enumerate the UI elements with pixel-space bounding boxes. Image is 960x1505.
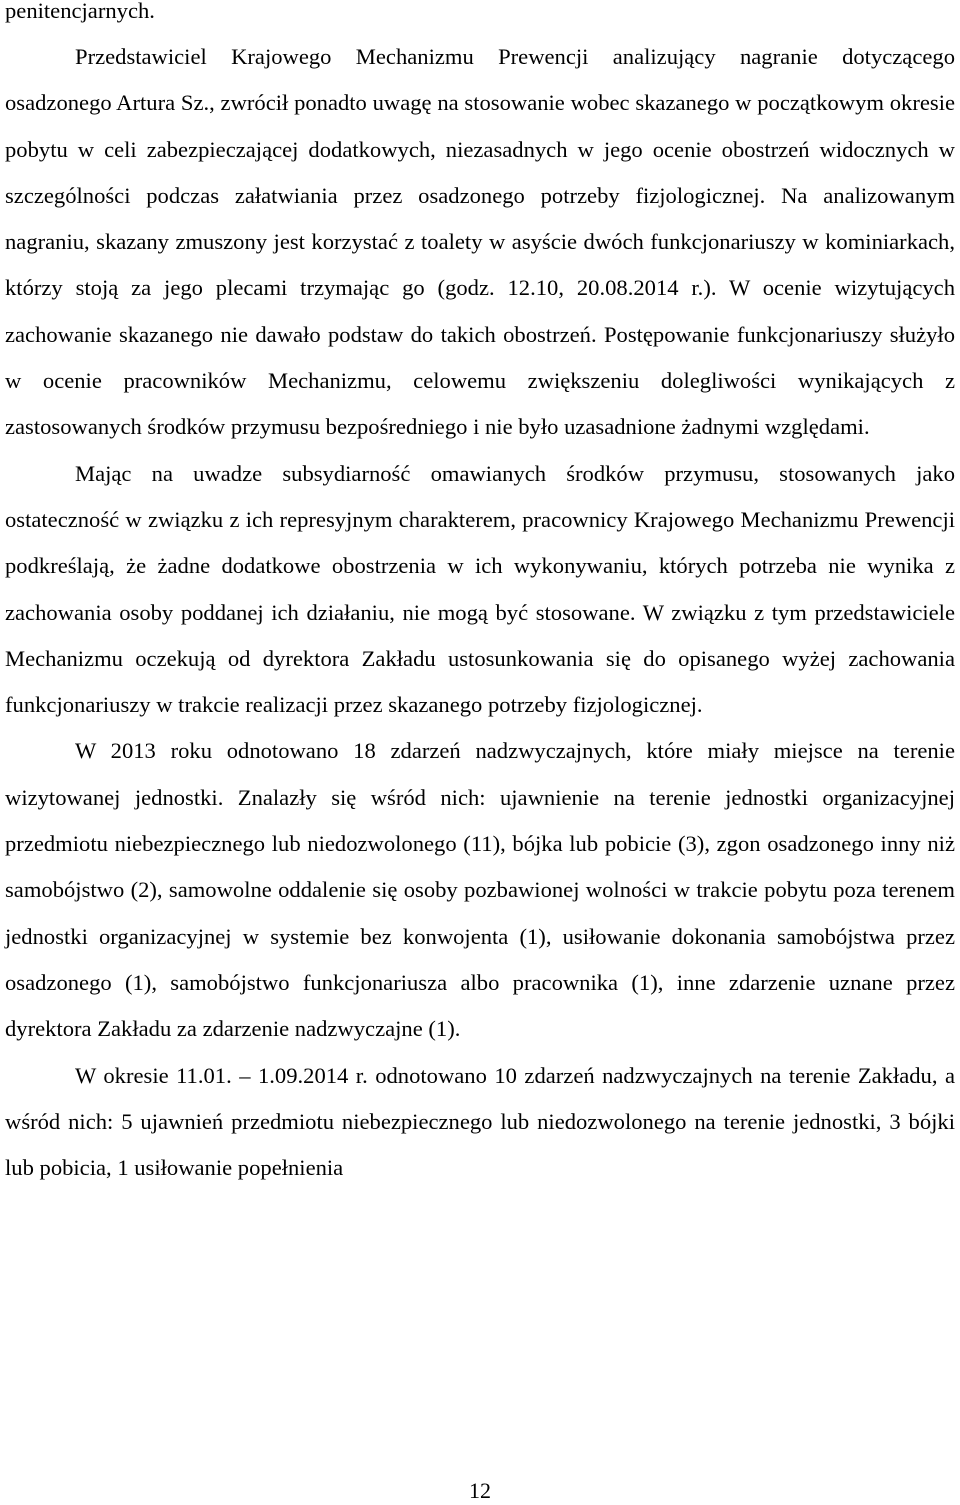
- lead-fragment: penitencjarnych.: [5, 0, 155, 23]
- document-body: [5, 34, 955, 1191]
- page-number: 12: [469, 1478, 491, 1503]
- paragraph-recommendation: Mając na uwadze subsydiarność omawianych środków przymusu, stosowanych jako ostateczność w związku z ich represyjnym charakterem, pracownicy Krajowego Mechanizmu Prewencji podkreślają, że żadne dodatkowe obostrzenia w ich wykonywaniu, których potrzeba nie wynika z zachowania osoby poddanej ich działaniu, nie mogą być stosowane. W związku z tym przedstawiciele Mechanizmu oczekują od dyrektora Zakładu ustosunkowania się do opisanego wyżej zachowania funkcjonariuszy w trakcie realizacji przez skazanego potrzeby fizjologicznej.: [5, 460, 955, 718]
- paragraph-observation: Przedstawiciel Krajowego Mechanizmu Prewencji analizujący nagranie dotyczącego osadzonego Artura Sz., zwrócił ponadto uwagę na stosowanie wobec skazanego w początkowym okresie pobytu w celi zabezpieczającej dodatkowych, niezasadnych w jego ocenie obostrzeń widocznych w szczególności podczas załatwiania przez osadzonego potrzeby fizjologicznej. Na analizowanym nagraniu, skazany zmuszony jest korzystać z toalety w asyście dwóch funkcjonariuszy w kominiarkach, którzy stoją za jego plecami trzymając go (godz. 12.10, 20.08.2014 r.). W ocenie wizytujących zachowanie skazanego nie dawało podstaw do takich obostrzeń. Postępowanie funkcjonariuszy służyło w ocenie pracowników Mechanizmu, celowemu zwiększeniu dolegliwości wynikających z zastosowanych środków przymusu bezpośredniego i nie było uzasadnione żadnymi względami.: [5, 44, 955, 440]
- paragraph-incidents-2013: W 2013 roku odnotowano 18 zdarzeń nadzwyczajnych, które miały miejsce na terenie wizytowanej jednostki. Znalazły się wśród nich: ujawnienie na terenie jednostki organizacyjnej przedmiotu niebezpiecznego lub niedozwolonego (11), bójka lub pobicie (3), zgon osadzonego inny niż samobójstwo (2), samowolne oddalenie się osoby pozbawionej wolności w trakcie pobytu poza terenem jednostki organizacyjnej w systemie bez konwojenta (1), usiłowanie dokonania samobójstwa przez osadzonego (1), samobójstwo funkcjonariusza albo pracownika (1), inne zdarzenie uznane przez dyrektora Zakładu za zdarzenie nadzwyczajne (1).: [5, 738, 955, 1042]
- paragraph-incidents-2014: W okresie 11.01. – 1.09.2014 r. odnotowano 10 zdarzeń nadzwyczajnych na terenie Zakładu, a wśród nich: 5 ujawnień przedmiotu niebezpiecznego lub niedozwolonego na terenie jednostki, 3 bójki lub pobicia, 1 usiłowanie popełnienia: [5, 1062, 955, 1181]
